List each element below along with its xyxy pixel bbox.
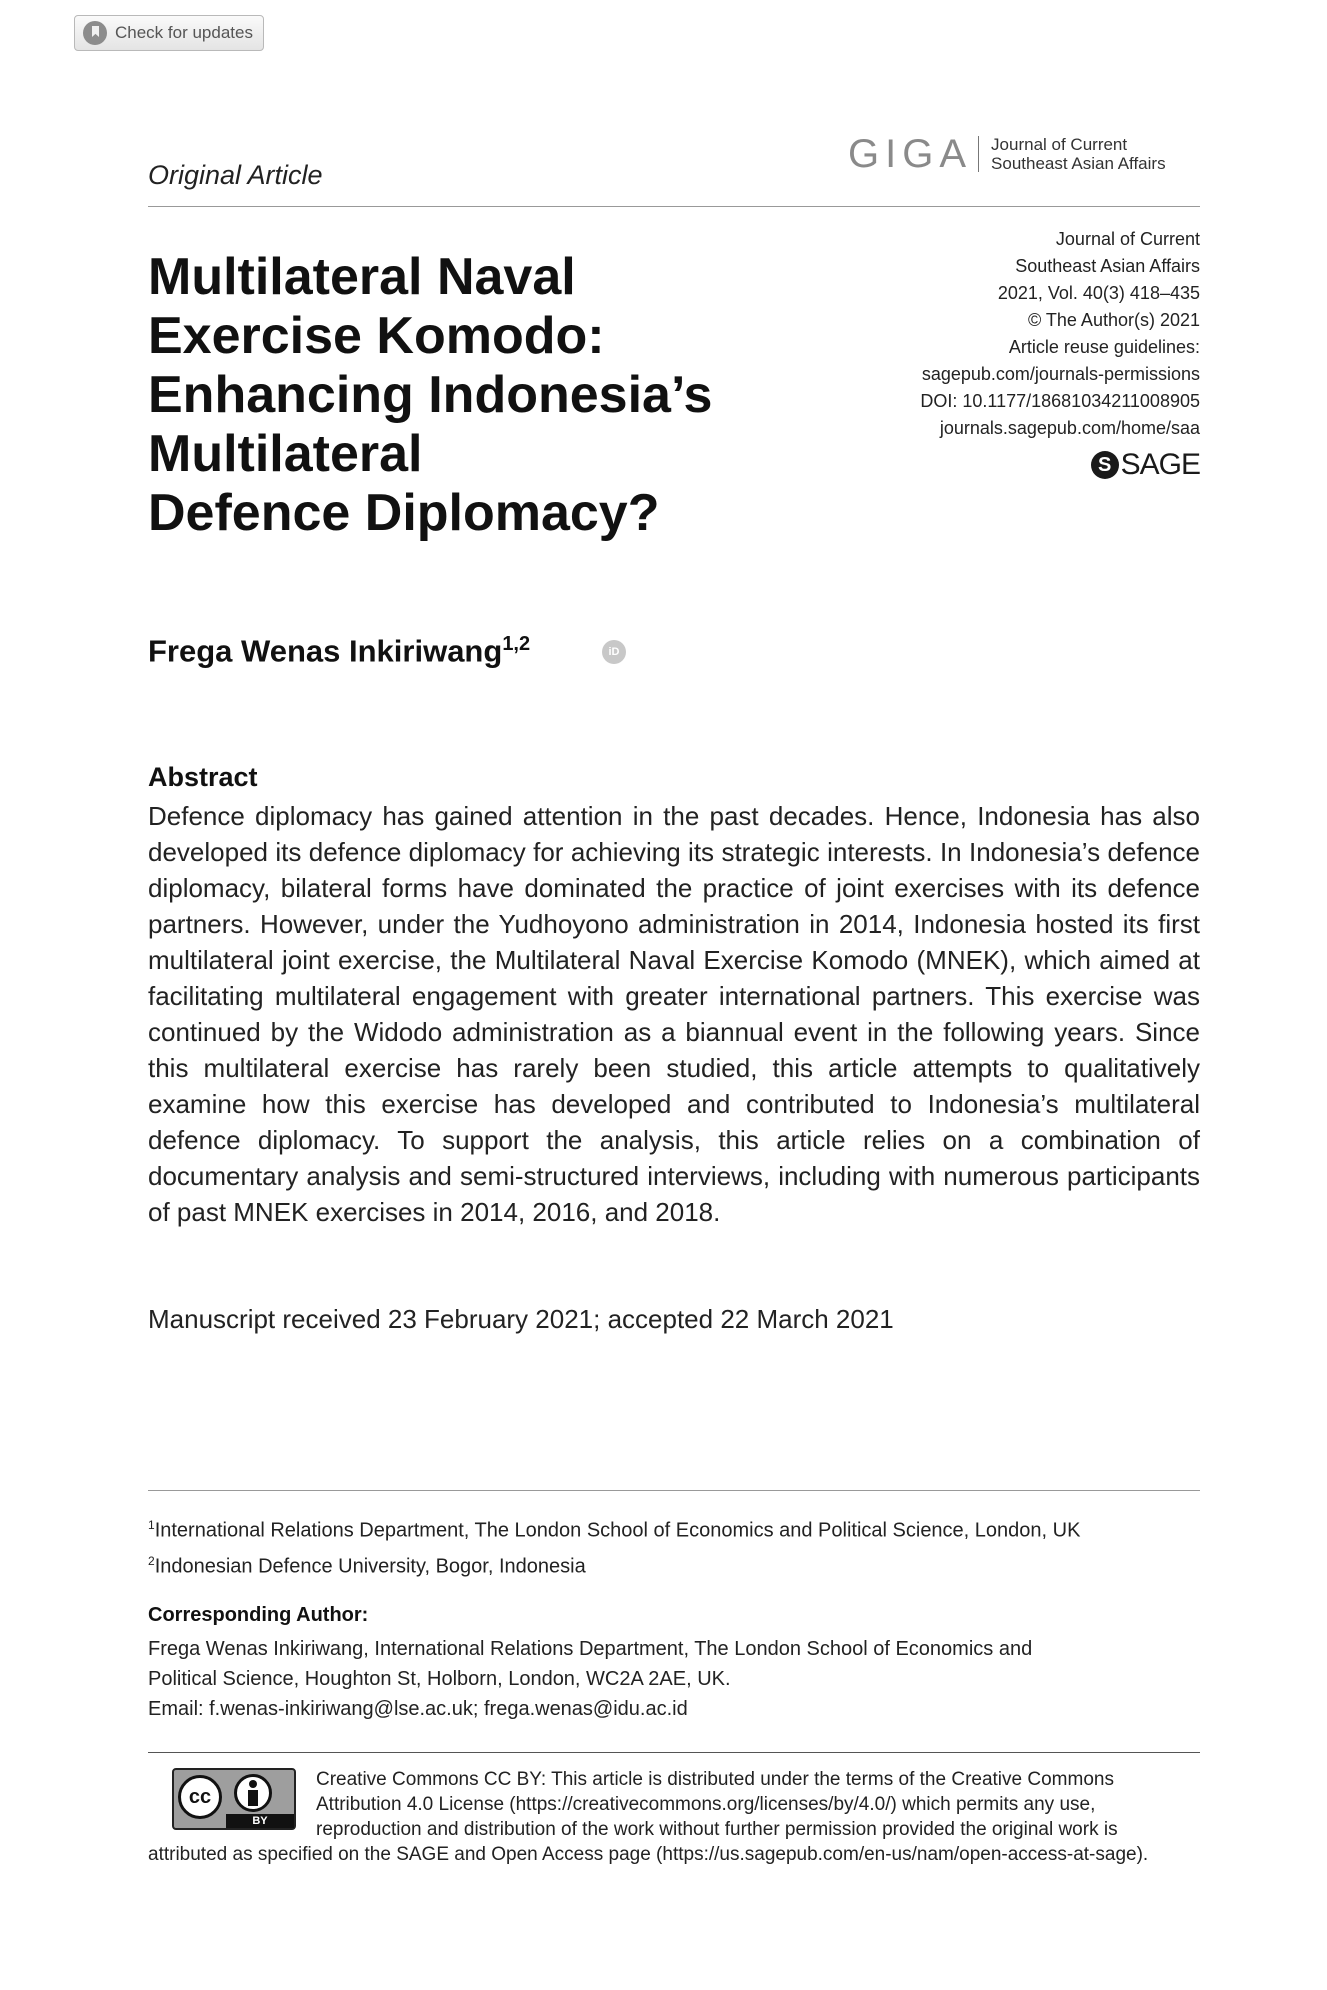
sage-logo [1091,448,1200,482]
affiliations [148,1510,1200,1581]
journal-logo [848,130,1166,178]
affiliation-2: $^2$Indonesian Defence University, Bogor, Indonesia [148,1553,586,1578]
license-rule [148,1752,1200,1753]
article-title: Multilateral Naval Exercise Komodo: Enhancing Indonesia’s Multilateral Defence Diplomacy? [148,248,713,542]
affiliation-1: $^1$International Relations Department, The London School of Economics and Political Science, London, UK [148,1518,1081,1542]
journal-meta: Journal of Current Southeast Asian Affairs 2021, Vol. 40(3) 418–435 © The Author(s) 2021 Article reuse guidelines: sagepub.com/journals-permissions DOI: 10.1177/18681034211008905 journals.sagepub.com/home/saa [920,226,1200,442]
author-affil-marks: 1,2 [502,633,531,655]
footnote-rule [148,1490,1200,1491]
bookmark-icon [83,21,107,45]
check-for-updates-button[interactable] [74,15,264,51]
journal-home-link[interactable]: journals.sagepub.com/home/saa [939,418,1200,438]
corresponding-author: Frega Wenas Inkiriwang, International Relations Department, The London School of Economics and Political Science, Houghton St, Holborn, London, WC2A 2AE, UK. Email: f.wenas-inkiriwang@lse.ac.uk; frega.wenas@idu.ac.id [148,1634,1200,1724]
license-text: Creative Commons CC BY: This article is distributed under the terms of the Creative Commons Attribution 4.0 License (https://creativecommons.org/licenses/by/4.0/) which permits any use, reproduction and distribution of the work without further permission provided the original work is attributed as specified on the SAGE and Open Access page (https://us.sagepub.com/en-us/nam/open-access-at-sage). [148,1769,1149,1865]
author-name: Frega Wenas Inkiriwang$^{1,2}$ [148,633,531,669]
sage-wordmark: SAGE [1120,448,1200,481]
sage-symbol-icon: S [1091,451,1119,479]
abstract-heading: Abstract [148,762,258,792]
giga-letters: GIGA [848,131,973,176]
by-label: BY [226,1814,294,1828]
manuscript-dates: Manuscript received 23 February 2021; accepted 22 March 2021 [148,1304,894,1334]
check-for-updates-label: Check for updates [115,23,253,42]
permissions-link[interactable]: sagepub.com/journals-permissions [921,364,1200,384]
doi-link[interactable]: DOI: 10.1177/18681034211008905 [920,391,1200,411]
logo-journal-name: Journal of Current Southeast Asian Affairs [991,135,1166,173]
header-rule [148,206,1200,207]
corresponding-email[interactable]: Email: f.wenas-inkiriwang@lse.ac.uk; frega.wenas@idu.ac.id [148,1698,688,1720]
abstract-text: Defence diplomacy has gained attention in the past decades. Hence, Indonesia has also developed its defence diplomacy for achieving its strategic interests. In Indonesia’s defence diplomacy, bilateral forms have dominated the practice of joint exercises with its defence partners. However, under the Yudhoyono administration in 2014, Indonesia hosted its first multilateral joint exercise, the Multilateral Naval Exercise Komodo (MNEK), which aimed at facilitating multilateral engagement with greater international partners. This exercise was continued by the Widodo administration as a biannual event in the following years. Since this multilateral exercise has rarely been studied, this article attempts to qualitatively examine how this exercise has developed and contributed to Indonesia’s multilateral defence diplomacy. To support the analysis, this article relies on a combination of documentary analysis and semi-structured interviews, including with numerous participants of past MNEK exercises in 2014, 2016, and 2018. [148,801,1200,1227]
corresponding-heading: Corresponding Author: [148,1604,369,1626]
logo-divider [978,136,979,172]
article-type: Original Article [148,160,323,190]
cc-icon: cc [178,1775,222,1819]
orcid-icon[interactable]: iD [602,640,626,664]
